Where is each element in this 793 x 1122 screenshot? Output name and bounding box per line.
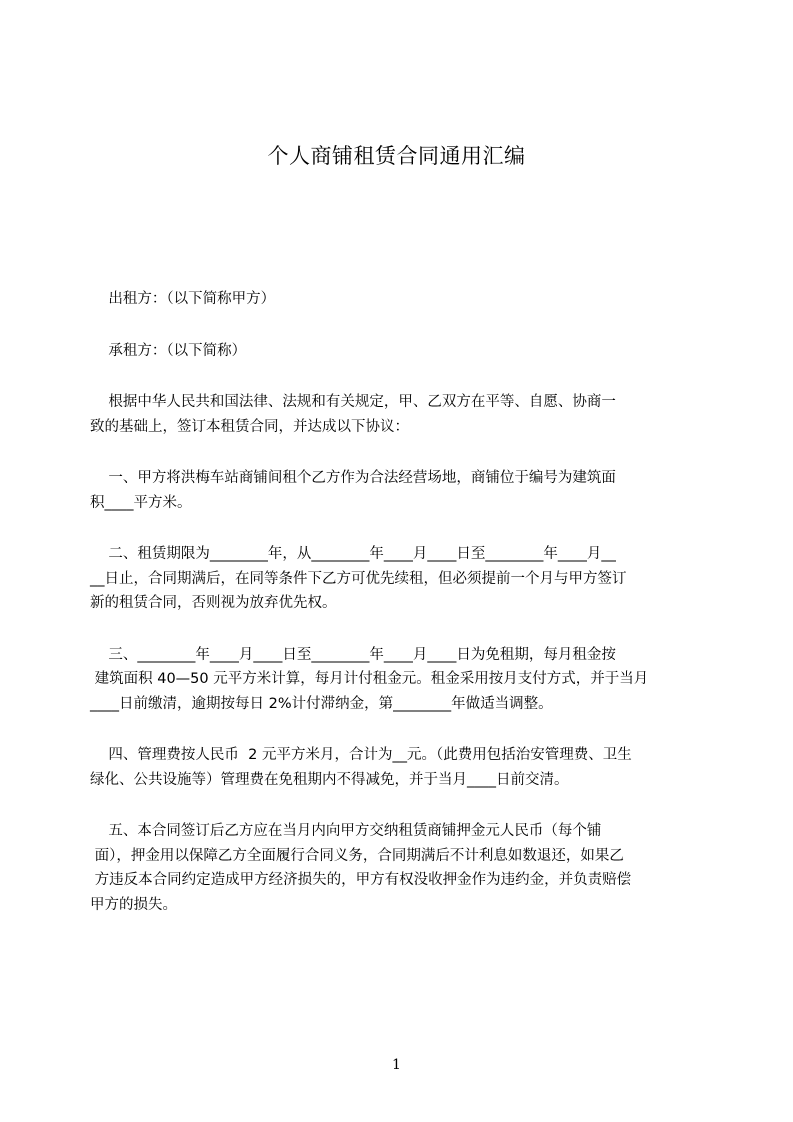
paragraph-line: ____日前缴清，逾期按每日 2%计付滞纳金，第________年做适当调整。 — [90, 695, 553, 712]
paragraph-line: 甲方的损失。 — [90, 896, 177, 913]
paragraph-clause-1 — [90, 466, 702, 515]
paragraph-line: 三、________年____月____日至________年____月____日为免租期，每月租金按 — [90, 646, 616, 663]
paragraph-line: __日止，合同期满后，在同等条件下乙方可优先续租，但必须提前一个月与甲方签订 — [90, 570, 627, 587]
paragraph-clause-2 — [90, 542, 702, 616]
paragraph-line: 积____平方米。 — [90, 494, 192, 511]
page-number: 1 — [392, 1057, 401, 1073]
paragraph-preamble — [90, 390, 702, 439]
paragraph-line: 承租方：（以下简称） — [90, 342, 247, 359]
paragraph-line: 五、本合同签订后乙方应在当月内向甲方交纳租赁商铺押金元人民币（每个铺 — [90, 823, 602, 839]
paragraph-line: 四、管理费按人民币 2 元平方米月，合计为__元。（此费用包括治安管理费、卫生 — [90, 747, 632, 763]
paragraph-line: 方违反本合同约定造成甲方经济损失的，甲方有权没收押金作为违约金，并负责赔偿 — [90, 872, 632, 888]
paragraph-clause-3 — [90, 643, 702, 717]
paragraph-line: 二、租赁期限为________年，从________年____月____日至________年____月__ — [90, 546, 616, 562]
paragraph-line: 致的基础上，签订本租赁合同，并达成以下协议： — [90, 418, 409, 435]
paragraph-line: 出租方：（以下简称甲方） — [90, 291, 276, 307]
paragraph-line: 绿化、公共设施等）管理费在免租期内不得减免，并于当月____日前交清。 — [90, 771, 569, 788]
paragraph-lessee — [90, 339, 702, 364]
paragraph-line: 面），押金用以保障乙方全面履行合同义务，合同期满后不计利息如数退还，如果乙 — [90, 847, 624, 864]
document-title: 个人商铺租赁合同通用汇编 — [267, 144, 526, 168]
paragraph-clause-5 — [90, 819, 702, 917]
paragraph-line: 建筑面积 40—50 元平方米计算，每月计付租金元。租金采用按月支付方式，并于当月 — [90, 671, 649, 687]
paragraph-line: 根据中华人民共和国法律、法规和有关规定，甲、乙双方在平等、自愿、协商一 — [90, 394, 616, 410]
paragraph-clause-4 — [90, 743, 702, 792]
paragraph-line: 新的租赁合同，否则视为放弃优先权。 — [90, 595, 337, 611]
paragraph-line: 一、甲方将洪梅车站商铺间租个乙方作为合法经营场地，商铺位于编号为建筑面 — [90, 470, 616, 486]
paragraph-lessor — [90, 287, 702, 312]
document-body — [90, 287, 702, 917]
